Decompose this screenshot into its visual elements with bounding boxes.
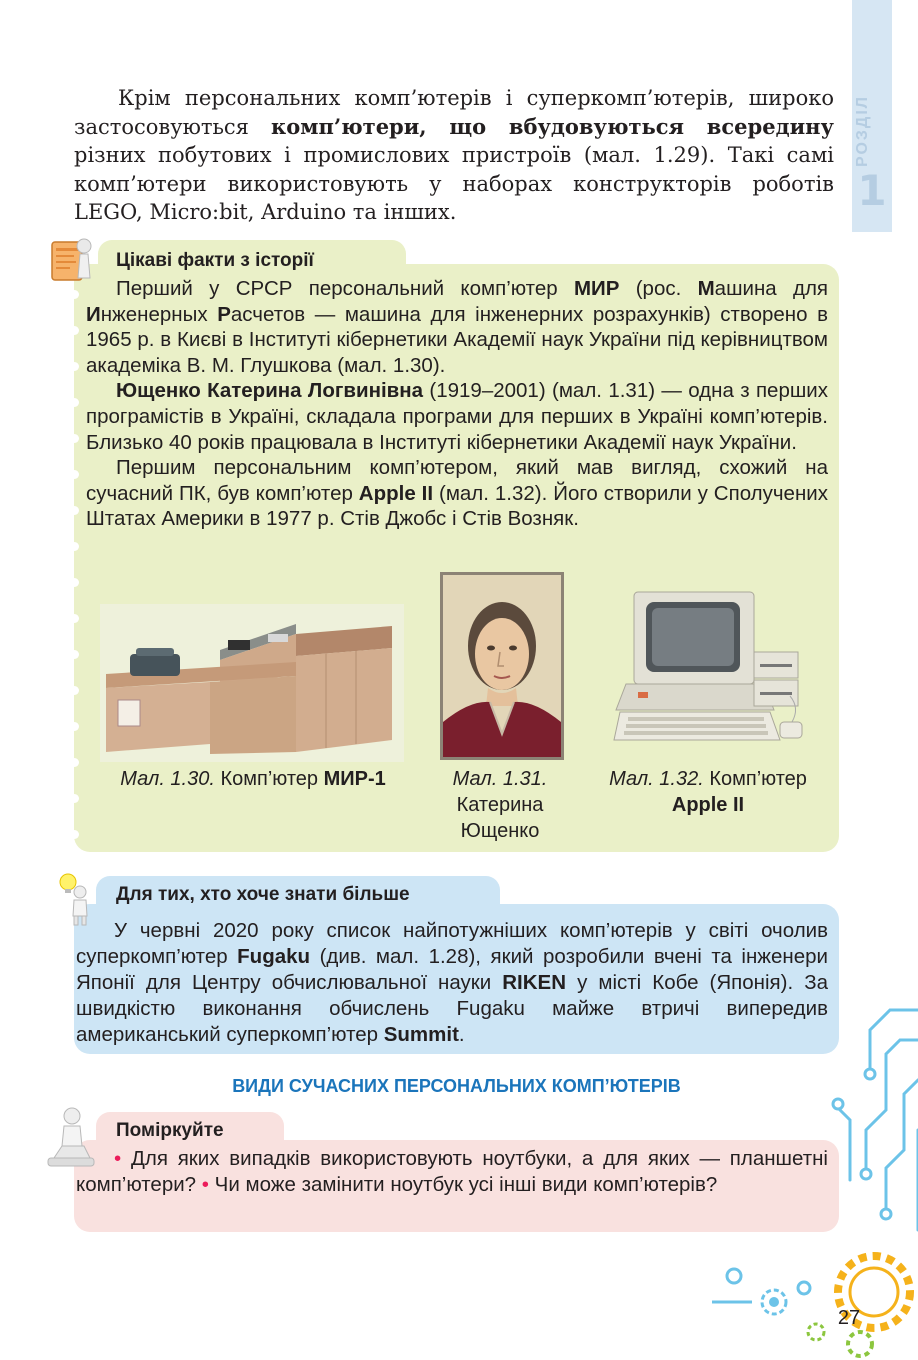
page-number: 27: [837, 1307, 861, 1329]
chapter-number: 1: [857, 166, 887, 215]
facts-paragraph-3: Першим персональним комп’ютером, який мав вигляд, схожий на сучасний ПК, був комп’ютер Apple II (мал. 1.32). Його створили у Сполучених Штатах Америки в 1977 р. Стів Джобс і Стів Возняк.: [86, 456, 828, 531]
caption-yushchenko: Мал. 1.31. Катерина Ющенко: [452, 768, 548, 842]
intro-paragraph: [74, 84, 834, 227]
facts-paragraph-2: Ющенко Катерина Логвинівна (1919–2001) (мал. 1.31) — одна з перших програмістів в Україні, складала програми для перших в Україні комп’ютерів. Близько 40 років працювала в Інституті кібернетики Академії наук України.: [86, 379, 829, 454]
think-title: Поміркуйте: [116, 1120, 224, 1141]
gears-decoration: [712, 1262, 830, 1352]
think-text: • Для яких випадків використовують ноутбуки, а для яких — планшетні комп’ютери? • Чи може замінити ноутбук усі інші види комп’ютерів?: [76, 1147, 828, 1196]
caption-mir-1: Мал. 1.30. Комп’ютер МИР-1: [120, 768, 386, 790]
bullet-icon: •: [201, 1173, 209, 1196]
yushchenko-portrait: [440, 572, 564, 760]
chapter-tab: [852, 0, 892, 232]
caption-apple-ii: Мал. 1.32. Комп’ютер Apple II: [609, 768, 807, 816]
intro-text: Крім персональних комп’ютерів і суперкомп’ютерів, широко застосовуються: [74, 86, 834, 139]
intro-text: різних побутових і промислових пристроїв (мал. 1.29). Такі самі комп’ютери використовують у наборах конструкторів роботів LEGO, Micro:bit, Arduino та інших.: [74, 143, 834, 225]
facts-title: Цікаві факти з історії: [116, 250, 314, 271]
mir-1-computer-image: [100, 604, 404, 762]
chapter-label: РОЗДІЛ: [854, 95, 871, 167]
facts-paragraph-1: Перший у СРСР персональний комп’ютер МИР (рос. Машина для Инженерных Расчетов — машина для інженерних розрахунків) створено в 1965 р. в Києві в Інституті кібернетики Академії наук України під керівництвом академіка В. М. Глушкова (мал. 1.30).: [86, 277, 829, 377]
section-heading: ВИДИ СУЧАСНИХ ПЕРСОНАЛЬНИХ КОМП’ЮТЕРІВ: [232, 1076, 681, 1096]
more-title: Для тих, хто хоче знати більше: [116, 884, 410, 905]
apple-ii-computer-image: [604, 586, 814, 754]
more-text: У червні 2020 року список найпотужніших комп’ютерів у світі очолив суперкомп’ютер Fugaku (див. мал. 1.28), який розробили вчені та інженери Японії для Центру обчислювальної науки RIKEN у місті Кобе (Японія). За швидкістю виконання обчислень Fugaku майже втричі випередив американський суперкомп’ютер Summit.: [76, 919, 828, 1046]
notebook-notches: [70, 290, 80, 840]
bullet-icon: •: [114, 1147, 122, 1170]
intro-bold: комп’ютери, що вбудовуються всередину: [271, 113, 834, 139]
facts-text: [86, 276, 828, 532]
